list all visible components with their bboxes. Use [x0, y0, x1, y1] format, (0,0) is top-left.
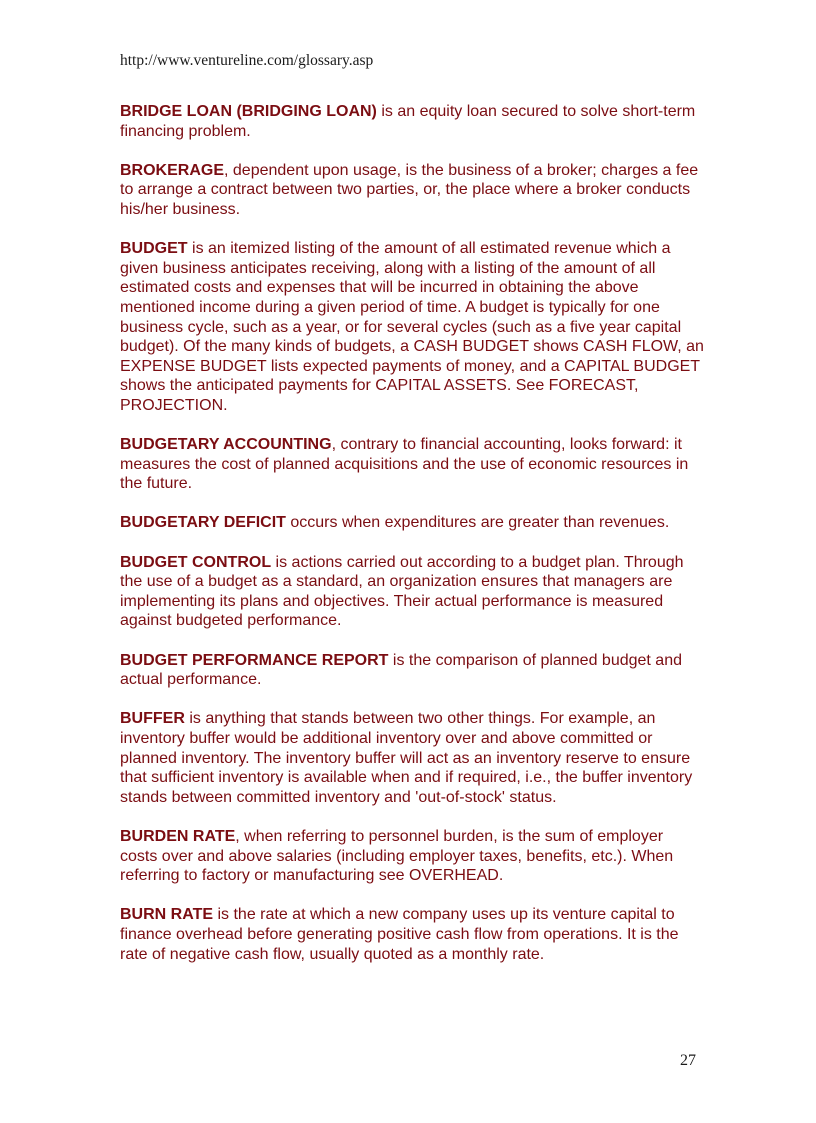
glossary-entry-budgetary-accounting	[120, 435, 704, 494]
page-number: 27	[680, 1052, 696, 1069]
glossary-entry-buffer	[120, 709, 704, 807]
glossary-entry-burden-rate	[120, 827, 704, 886]
glossary-definition: is the rate at which a new company uses up its venture capital to finance overhead before generating positive cash flow from operations. It is the rate of negative cash flow, usually quoted as a monthly rate.	[120, 906, 679, 963]
glossary-definition: , when referring to personnel burden, is the sum of employer costs over and above salaries (including employer taxes, benefits, etc.). When referring to factory or manufacturing see OVERHEAD.	[120, 827, 674, 885]
glossary-term: BURDEN RATE	[120, 827, 236, 845]
glossary-entry-budget-control	[120, 553, 704, 631]
glossary-term: BROKERAGE	[120, 161, 225, 179]
glossary-entry-burn-rate	[120, 905, 704, 964]
glossary-entry-budgetary-deficit	[120, 513, 704, 533]
glossary-term: BUFFER	[120, 710, 185, 728]
glossary-definition: is an itemized listing of the amount of all estimated revenue which a given business anticipates receiving, along with a listing of the amount of all estimated costs and expenses that will be incurred in obtaining the above mentioned income during a given period of time. A budget is typically for one business cycle, such as a year, or for several cycles (such as a five year capital budget). Of the many kinds of budgets, a CASH BUDGET shows CASH FLOW, an EXPENSE BUDGET lists expected payments of money, and a CAPITAL BUDGET shows the anticipated payments for CAPITAL ASSETS. See FORECAST, PROJECTION.	[120, 240, 704, 414]
glossary-term: BUDGET PERFORMANCE REPORT	[120, 651, 389, 669]
glossary-entry-budget-performance-report	[120, 651, 704, 690]
glossary-term: BUDGETARY DEFICIT	[120, 514, 286, 532]
glossary-term: BUDGET CONTROL	[120, 553, 272, 571]
glossary-entry-brokerage	[120, 161, 704, 220]
glossary-definition: is an equity loan secured to solve short-term financing problem.	[120, 103, 696, 140]
glossary-definition: is the comparison of planned budget and actual performance.	[120, 651, 682, 689]
glossary-entry-budget	[120, 239, 704, 415]
source-url: http://www.ventureline.com/glossary.asp	[120, 52, 374, 69]
glossary-term: BUDGETARY ACCOUNTING	[120, 436, 332, 454]
glossary-definition: , contrary to financial accounting, looks forward: it measures the cost of planned acquisitions and the use of economic resources in the future.	[120, 436, 689, 493]
glossary-entry-bridge-loan	[120, 102, 704, 141]
glossary-term: BUDGET	[120, 240, 188, 258]
glossary-term: BURN RATE	[120, 906, 214, 924]
glossary-term: BRIDGE LOAN (BRIDGING LOAN)	[120, 103, 377, 120]
glossary-definition: is actions carried out according to a budget plan. Through the use of a budget as a standard, an organization ensures that managers are implementing its plans and objectives. Their actual performance is measured against budgeted performance.	[120, 553, 684, 630]
glossary-definition: occurs when expenditures are greater than revenues.	[285, 514, 670, 532]
glossary-definition: , dependent upon usage, is the business of a broker; charges a fee to arrange a contract between two parties, or, the place where a broker conducts his/her business.	[120, 161, 699, 218]
glossary-list	[120, 102, 704, 984]
glossary-definition: is anything that stands between two other things. For example, an inventory buffer would be additional inventory over and above committed or planned inventory. The inventory buffer will act as an inventory reserve to ensure that sufficient inventory is available when and if required, i.e., the buffer inventory stands between committed inventory and 'out-of-stock' status.	[120, 710, 693, 806]
